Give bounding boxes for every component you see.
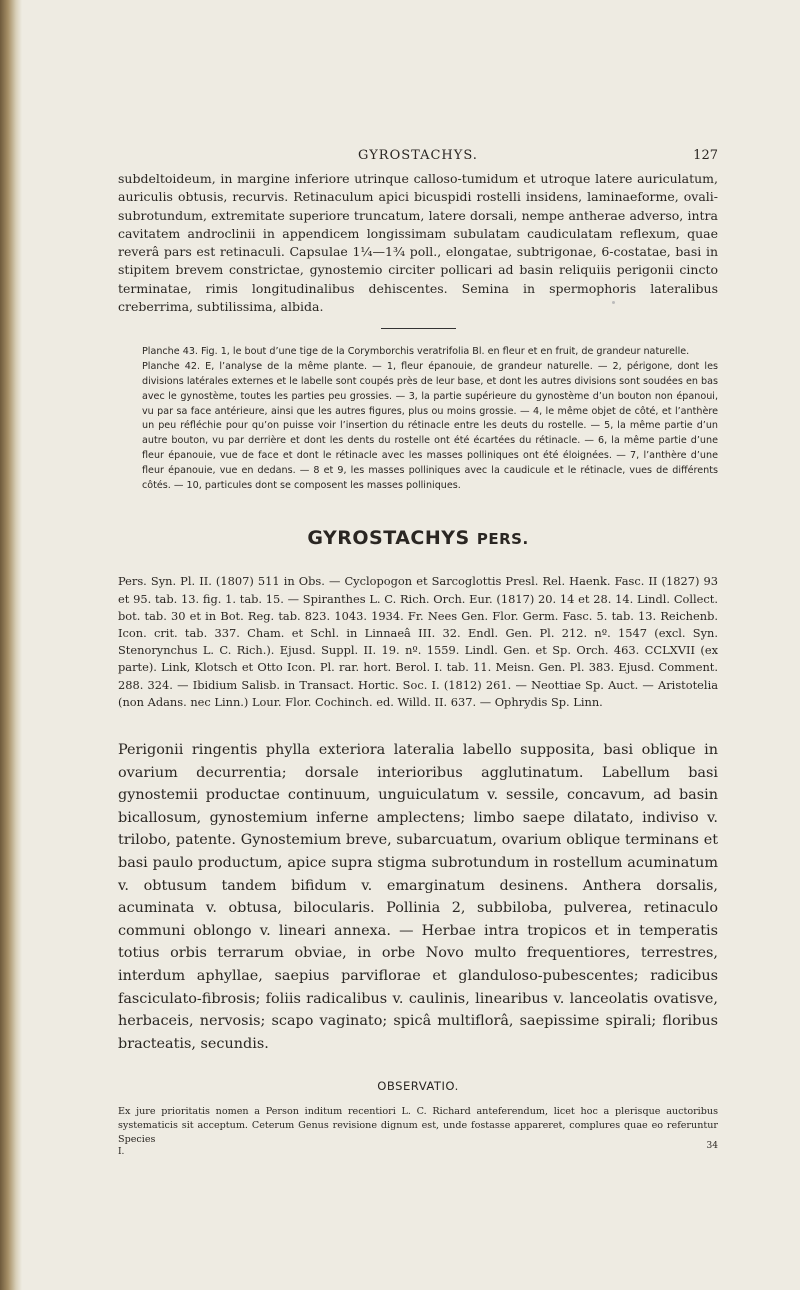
synonymy-paragraph: Pers. Syn. Pl. II. (1807) 511 in Obs. — Cyclopogon et Sarcoglottis Presl. Rel. Haenk. Fasc. II (1827) 93 et 95. tab. 13. fig. 1. tab. 15. — Spiranthes L. C. Rich. Orch. Eur. (1817) 20. 14 et 28. 14. Lindl. Collect. bot. tab. 30 et in Bot. Reg. tab. 823. 1043. 1934. Fr. Nees Gen. Flor. Germ. Fasc. 5. tab. 13. Reichenb. Icon. crit. tab. 337. Cham. et Schl. in Linnaeâ III. 32. Endl. Gen. Pl. 212. nº. 1547 (excl. Syn. Stenorynchus L. C. Rich.). Ejusd. Suppl. II. 19. nº. 1559. Lindl. Gen. et Sp. Orch. 463. CCLXVII (ex parte). Link, Klotsch et Otto Icon. Pl. rar. hort. Berol. I. tab. 11. Meisn. Gen. Pl. 383. Ejusd. Comment. 288. 324. — Ibidium Salisb. in Transact. Hortic. Soc. I. (1812) 261. — Neottiae Sp. Auct. — Aristotelia (non Adans. nec Linn.) Lour. Flor. Cochinch. ed. Willd. II. 637. — Ophrydis Sp. Linn. — [118, 574, 718, 709]
page-footer — [118, 1141, 718, 1161]
section-divider — [381, 328, 456, 329]
book-binding-edge — [0, 0, 22, 1290]
signature-mark: I. — [118, 1147, 125, 1158]
genus-name: GYROSTACHYS — [307, 527, 470, 550]
diagnosis-paragraph: Perigonii ringentis phylla exteriora lateralia labello supposita, basi oblique in ovarium decurrentia; dorsale interioribus agglutinatum. Labellum basi gynostemii productae continuum, unguiculatum v. sessile, concavum, ad basin bicallosum, gynostemium inferne amplectens; limbo saepe dilatato, indiviso v. trilobo, patente. Gynostemium breve, subarcuatum, ovarium oblique terminans et basi paulo productum, apice supra stigma subrotundum in rostellum acuminatum v. obtusum tandem bifidum v. emarginatum desinens. Anthera dorsalis, acuminata v. obtusa, bilocularis. Pollinia 2, subbiloba, pulverea, retinaculo communi oblongo v. lineari annexa. — Herbae intra tropicos et in temperatis totius orbis terrarum obviae, in orbe Novo multo frequentiores, terrestres, interdum aphyllae, saepius parviflorae et glanduloso-pubescentes; radicibus fasciculato-fibrosis; foliis radicalibus v. caulinis, linearibus v. lanceolatis ovatisve, herbaceis, nervosis; scapo vaginato; spicâ multiflorâ, saepissime spirali; floribus bracteatis, secundis. — [118, 741, 718, 1052]
genus-heading — [118, 527, 718, 549]
genus-author: PERS. — [476, 530, 529, 549]
sheet-number: 34 — [706, 1141, 718, 1152]
observatio-heading: OBSERVATIO. — [377, 1079, 459, 1094]
plate-43-explanation: Planche 43. Fig. 1, le bout d’une tige de la Corymborchis veratrifolia Bl. en fleur et en fruit, de grandeur naturelle. — [142, 346, 690, 358]
observatio-text: Ex jure prioritatis nomen a Person inditum recentiori L. C. Richard anteferendum, licet hoc a plerisque auctoribus systematicis sit acceptum. Ceterum Genus revisione dignum est, unde fostasse appareret, complures quae eo referuntur Species — [118, 1106, 718, 1146]
running-title: GYROSTACHYS. — [358, 148, 478, 163]
plate-42-explanation: Planche 42. E, l’analyse de la même plante. — 1, fleur épanouie, de grandeur naturelle. — 2, périgone, dont les divisions latérales externes et le labelle sont coupés près de leur base, et dont les autres divisions sont soudées en bas avec le gynostème, toutes les parties peu grossies. — 3, la partie supérieure du gynostème d’un bouton non épanoui, vu par sa face antérieure, ainsi que les autres figures, plus ou moins grossie. — 4, le même objet de côté, et l’anthère un peu réfléchie pour qu’on puisse voir l’insertion du rétinacle entre les deuts du rostelle. — 5, la même partie d’un autre bouton, vu par derrière et dont les dents du rostelle ont été écartées du rétinacle. — 6, la même partie d’une fleur épanouie, vue de face et dont le rétinacle avec les masses polliniques ont été éloignées. — 7, l’anthère d’une fleur épanouie, vue en dedans. — 8 et 9, les masses polliniques avec la caudicule et le rétinacle, vues de différents côtés. — 10, particules dont se composent les masses polliniques. — [142, 361, 718, 491]
book-page — [118, 148, 718, 1161]
page-header — [118, 148, 718, 170]
plate-explanations — [118, 345, 718, 493]
page-number: 127 — [693, 148, 718, 163]
intro-paragraph: subdeltoideum, in margine inferiore utrinque calloso-tumidum et utroque latere auriculatum, auriculis obtusis, recurvis. Retinaculum apici bicuspidi rostelli insidens, laminaeforme, ovali-subrotundum, extremitate superiore truncatum, latere dorsali, nempe antherae adverso, intra cavitatem androclinii in appendicem longissimam subulatam caudiculatam reflexum, quae reverâ pars est retinaculi. Capsulae 1¼—1¾ poll., elongatae, subtrigonae, 6-costatae, basi in stipitem brevem constrictae, gynostemio circiter pollicari ad basin reliquiis perigonii cincto terminatae, rimis longitudinalibus dehiscentes. Semina in spermophoris lateralibus creberrima, subtilissima, albida. — [118, 171, 718, 315]
